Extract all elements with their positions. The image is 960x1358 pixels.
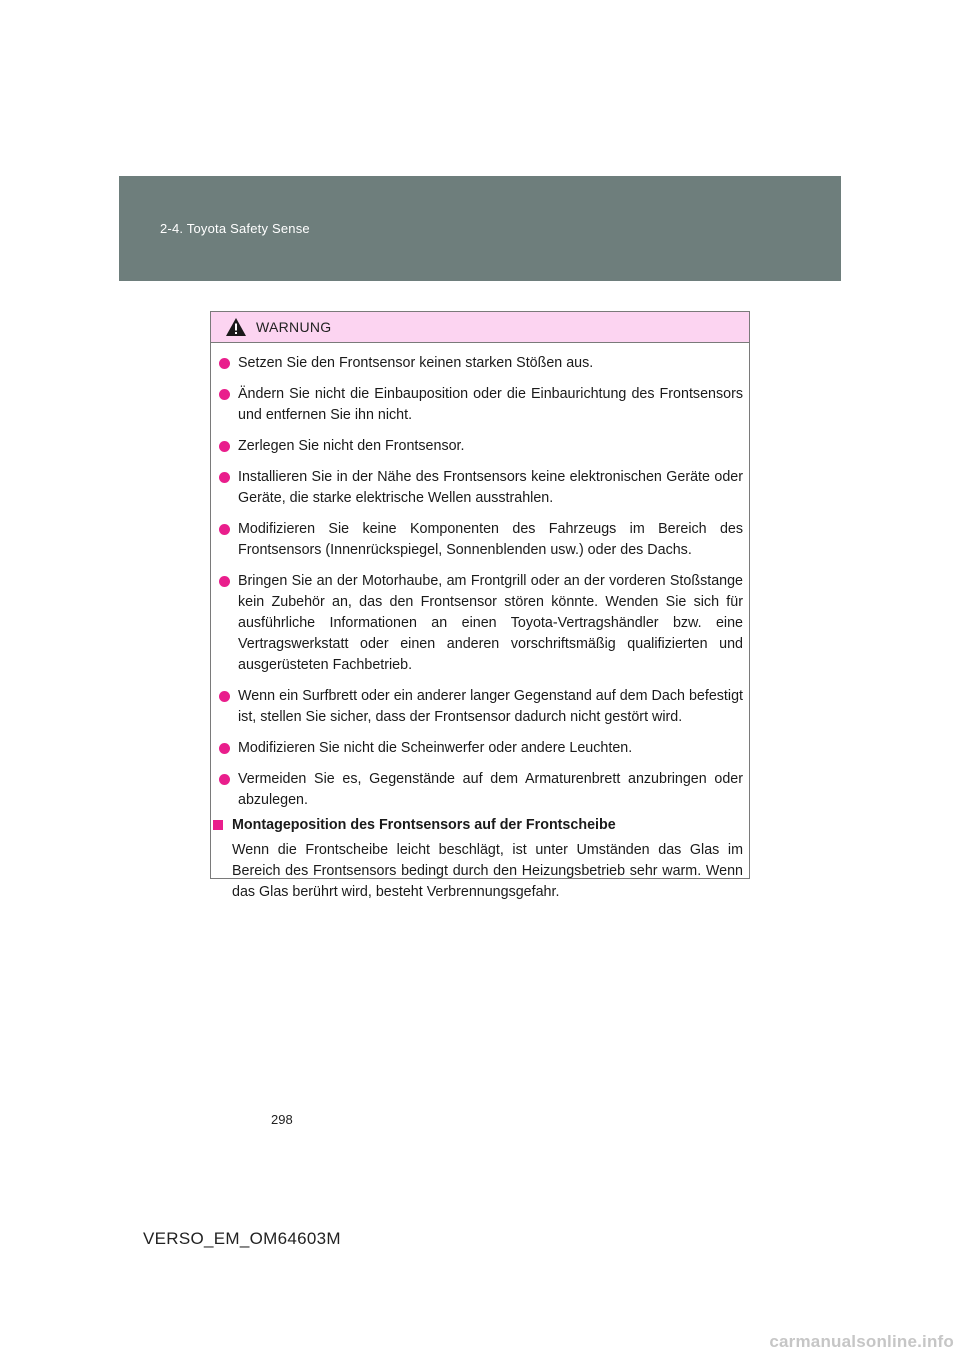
warning-item [219, 467, 743, 509]
section-title: 2-4. Toyota Safety Sense [160, 221, 310, 236]
bullet-dot-icon [219, 691, 230, 702]
warning-item-text: Wenn ein Surfbrett oder ein anderer langer Gegenstand auf dem Dach befestigt ist, stellen Sie sicher, dass der Frontsensor dadurch nicht gestört wird. [238, 688, 743, 725]
bullet-dot-icon [219, 576, 230, 587]
subsection-title: Montageposition des Frontsensors auf der Frontscheibe [232, 817, 616, 833]
warning-item-text: Setzen Sie den Frontsensor keinen starken Stößen aus. [238, 355, 594, 371]
warning-item-text: Zerlegen Sie nicht den Frontsensor. [238, 438, 465, 454]
warning-item [219, 686, 743, 728]
bullet-dot-icon [219, 472, 230, 483]
warning-item [219, 384, 743, 426]
warning-item-text: Ändern Sie nicht die Einbauposition oder die Einbaurichtung des Frontsensors und entfernen Sie ihn nicht. [238, 386, 743, 423]
warning-triangle-icon [225, 317, 247, 337]
subsection-text: Wenn die Frontscheibe leicht beschlägt, ist unter Umständen das Glas im Bereich des Frontsensors bedingt durch den Heizungsbetrieb sehr warm. Wenn das Glas berührt wird, besteht Verbrennungsgefahr. [232, 842, 743, 900]
warning-item [219, 769, 743, 811]
subsection-heading [213, 815, 743, 836]
section-header-band [119, 176, 841, 281]
warning-item [219, 738, 743, 759]
bullet-dot-icon [219, 441, 230, 452]
bullet-dot-icon [219, 774, 230, 785]
page-number: 298 [271, 1112, 293, 1127]
warning-title: WARNUNG [256, 319, 332, 335]
warning-item [219, 571, 743, 676]
warning-item [219, 519, 743, 561]
warning-item-text: Bringen Sie an der Motorhaube, am Frontgrill oder an der vorderen Stoßstange kein Zubehör an, das den Frontsensor stören könnte. Wenden Sie sich für ausführliche Informationen an einen Toyota-Vertragshändler bzw. eine Vertragswerkstatt oder einen anderen vorschriftsmäßig qualifizierten und ausgerüsteten Fachbetrieb. [238, 573, 743, 673]
warning-header [211, 312, 749, 343]
bullet-dot-icon [219, 389, 230, 400]
warning-item [219, 353, 743, 374]
bullet-dot-icon [219, 743, 230, 754]
warning-item-text: Vermeiden Sie es, Gegenstände auf dem Armaturenbrett anzubringen oder abzulegen. [238, 771, 743, 808]
bullet-dot-icon [219, 358, 230, 369]
watermark: carmanualsonline.info [769, 1332, 954, 1351]
warning-item-text: Installieren Sie in der Nähe des Frontsensors keine elektronischen Geräte oder Geräte, die starke elektrische Wellen ausstrahlen. [238, 469, 743, 506]
bullet-dot-icon [219, 524, 230, 535]
warning-item [219, 436, 743, 457]
square-bullet-icon [213, 820, 223, 830]
document-code: VERSO_EM_OM64603M [143, 1229, 341, 1248]
warning-item-text: Modifizieren Sie keine Komponenten des Fahrzeugs im Bereich des Frontsensors (Innenrückspiegel, Sonnenblenden usw.) oder des Dachs. [238, 521, 743, 558]
warning-box [210, 311, 750, 900]
warning-body [211, 343, 749, 903]
warning-item-text: Modifizieren Sie nicht die Scheinwerfer oder andere Leuchten. [238, 740, 633, 756]
